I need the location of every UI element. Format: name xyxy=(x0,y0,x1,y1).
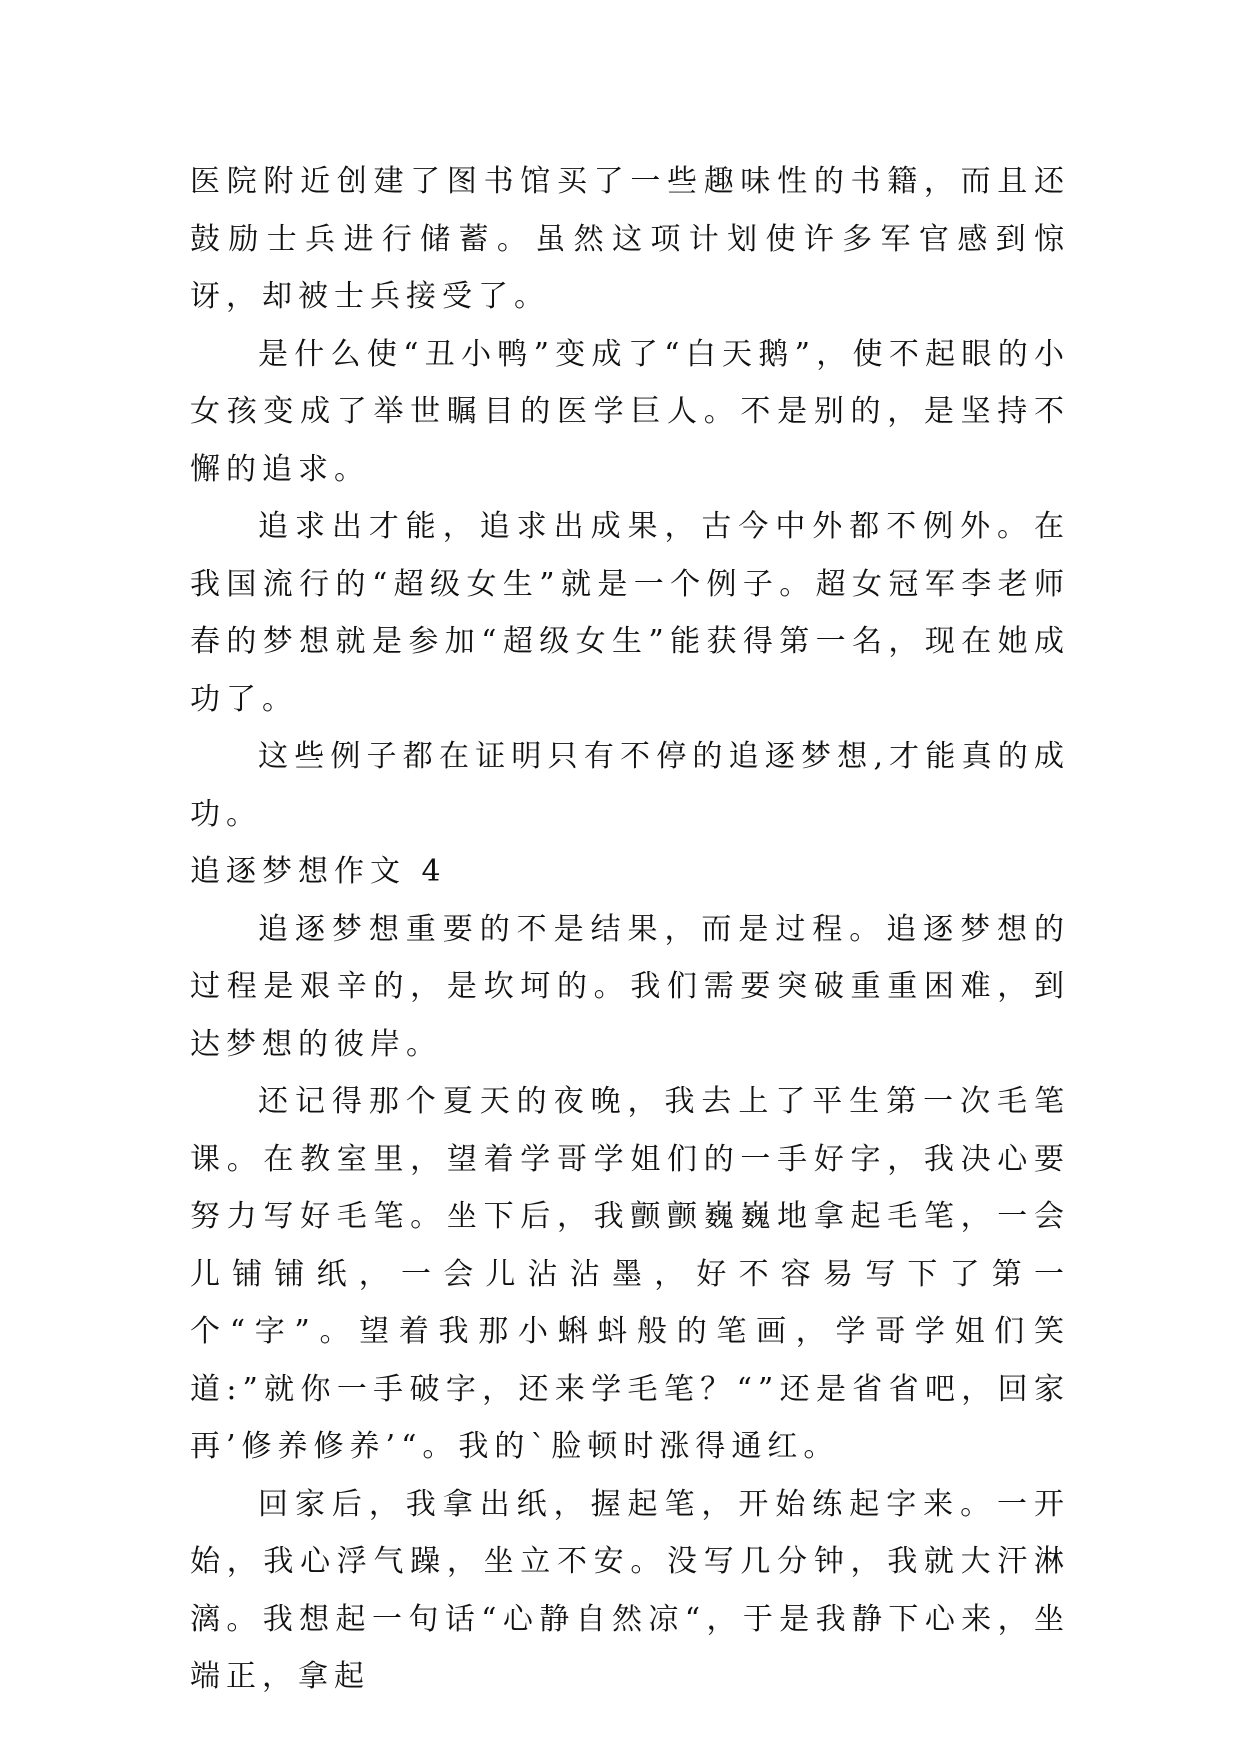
section-heading: 追逐梦想作文 4 xyxy=(190,854,447,889)
paragraph: 追逐梦想重要的不是结果，而是过程。追逐梦想的过程是艰辛的，是坎坷的。我们需要突破重重困难，到达梦想的彼岸。 xyxy=(190,911,1070,1062)
paragraph: 还记得那个夏天的夜晚，我去上了平生第一次毛笔课。在教室里，望着学哥学姐们的一手好字，我决心要努力写好毛笔。坐下后，我颤颤巍巍地拿起毛笔，一会儿铺铺纸，一会儿沾沾墨，好不容易写下了第一个“字”。望着我那小蝌蚪般的笔画，学哥学姐们笑道:”就你一手破字，还来学毛笔？“”还是省省吧，回家再’修养修养’“。我的`脸顿时涨得通红。 xyxy=(190,1084,1070,1464)
paragraph: 回家后，我拿出纸，握起笔，开始练起字来。一开始，我心浮气躁，坐立不安。没写几分钟，我就大汗淋漓。我想起一句话“心静自然凉“，于是我静下心来，坐端正，拿起 xyxy=(190,1486,1070,1694)
document-body xyxy=(190,153,1070,1706)
paragraph: 这些例子都在证明只有不停的追逐梦想,才能真的成功。 xyxy=(190,739,1070,832)
paragraph-continuation: 医院附近创建了图书馆买了一些趣味性的书籍，而且还鼓励士兵进行储蓄。虽然这项计划使许多军官感到惊讶，却被士兵接受了。 xyxy=(190,164,1070,314)
paragraph: 是什么使“丑小鸭”变成了“白天鹅”，使不起眼的小女孩变成了举世瞩目的医学巨人。不是别的，是坚持不懈的追求。 xyxy=(190,336,1070,487)
paragraph: 追求出才能，追求出成果，古今中外都不例外。在我国流行的“超级女生”就是一个例子。超女冠军李老师春的梦想就是参加“超级女生”能获得第一名，现在她成功了。 xyxy=(190,509,1070,717)
